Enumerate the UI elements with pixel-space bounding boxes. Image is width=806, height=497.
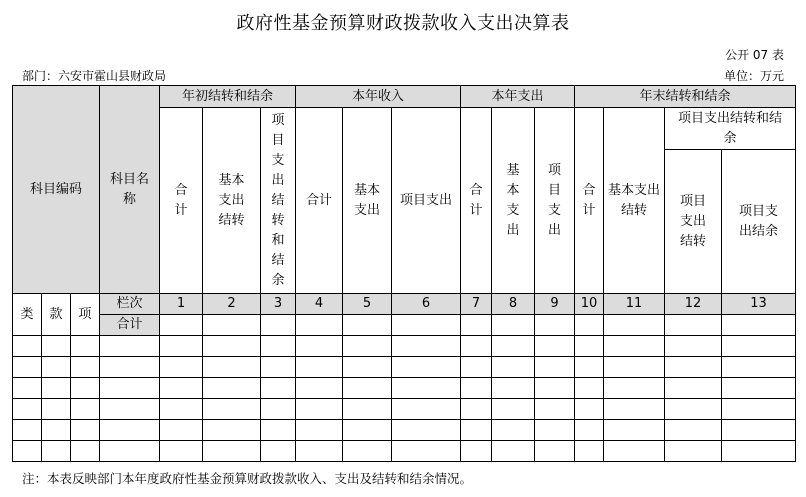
column-number: 4: [296, 294, 343, 315]
table-cell: [604, 399, 665, 420]
table-cell: [665, 336, 722, 357]
table-cell: [392, 441, 461, 462]
table-cell: [100, 399, 160, 420]
table-cell: [343, 441, 392, 462]
table-cell: [71, 441, 100, 462]
table-cell: [604, 336, 665, 357]
table-cell: [575, 441, 604, 462]
table-cell: [392, 420, 461, 441]
column-number: 10: [575, 294, 604, 315]
table-cell: [461, 378, 492, 399]
table-cell: [160, 336, 203, 357]
table-row: [13, 420, 796, 441]
table-cell: [296, 315, 343, 336]
begin-total-header: [160, 108, 203, 294]
code-lei-header: 类: [13, 294, 42, 336]
column-number: 5: [343, 294, 392, 315]
table-cell: [71, 357, 100, 378]
expense-total-header-text: 合计: [469, 182, 483, 218]
table-cell: [296, 357, 343, 378]
table-cell: [71, 336, 100, 357]
table-cell: [100, 441, 160, 462]
table-cell: [203, 378, 261, 399]
end-project-group-header: [665, 108, 796, 150]
table-cell: [261, 357, 296, 378]
table-cell: [296, 336, 343, 357]
table-cell: [13, 420, 42, 441]
end-balance-group-header: 年末结转和结余: [575, 86, 796, 108]
begin-basic-header: [203, 108, 261, 294]
table-cell: [160, 420, 203, 441]
table-cell: [160, 378, 203, 399]
table-cell: [535, 357, 575, 378]
table-cell: [42, 441, 71, 462]
table-cell: [535, 399, 575, 420]
column-number: 7: [461, 294, 492, 315]
table-cell: [722, 420, 796, 441]
table-cell: [100, 357, 160, 378]
table-cell: [296, 378, 343, 399]
form-code: 公开 07 表: [725, 48, 784, 62]
table-cell: [665, 399, 722, 420]
table-cell: [343, 399, 392, 420]
end-basic-header: [604, 108, 665, 294]
column-number: 13: [722, 294, 796, 315]
column-number: 2: [203, 294, 261, 315]
table-cell: [71, 399, 100, 420]
table-cell: [160, 441, 203, 462]
table-cell: [665, 357, 722, 378]
table-cell: [492, 399, 535, 420]
table-cell: [665, 420, 722, 441]
end-total-header: [575, 108, 604, 294]
subject-name-header-text: 科目名称: [109, 171, 149, 207]
table-cell: [461, 357, 492, 378]
table-cell: [461, 315, 492, 336]
total-row-label: 合计: [100, 315, 160, 336]
table-cell: [343, 315, 392, 336]
unit-label: 单位：万元: [723, 69, 784, 83]
table-cell: [722, 399, 796, 420]
table-cell: [722, 336, 796, 357]
table-cell: [261, 378, 296, 399]
table-cell: [461, 336, 492, 357]
end-total-header-text: 合计: [582, 182, 596, 218]
expense-basic-header-text: 基本支出: [506, 162, 520, 238]
table-row: [13, 357, 796, 378]
table-cell: [535, 420, 575, 441]
table-cell: [604, 378, 665, 399]
page-title: 政府性基金预算财政拨款收入支出决算表: [236, 13, 570, 34]
table-cell: [13, 378, 42, 399]
table-cell: [343, 378, 392, 399]
code-kuan-header: 款: [42, 294, 71, 336]
column-number: 3: [261, 294, 296, 315]
table-cell: [392, 336, 461, 357]
subject-name-header: [100, 86, 160, 294]
table-cell: [575, 399, 604, 420]
table-cell: [492, 336, 535, 357]
expense-project-header: [535, 108, 575, 294]
income-project-header: [392, 108, 461, 294]
table-row: [13, 378, 796, 399]
income-project-header-text: 项目支出: [399, 192, 452, 208]
table-cell: [492, 378, 535, 399]
department-label: 部门：六安市霍山县财政局: [22, 69, 167, 83]
table-cell: [535, 378, 575, 399]
table-cell: [13, 399, 42, 420]
begin-project-header-text: 项目支出结转和结余: [271, 112, 285, 288]
table-cell: [604, 441, 665, 462]
table-cell: [575, 315, 604, 336]
table-cell: [722, 441, 796, 462]
begin-total-header-text: 合计: [174, 182, 188, 218]
table-cell: [71, 378, 100, 399]
table-cell: [261, 315, 296, 336]
income-basic-header: [343, 108, 392, 294]
table-cell: [535, 315, 575, 336]
column-number: 6: [392, 294, 461, 315]
empty-data-rows: [13, 336, 796, 462]
table-cell: [575, 336, 604, 357]
table-cell: [71, 420, 100, 441]
table-cell: [604, 420, 665, 441]
income-basic-header-text: 基本支出: [353, 182, 380, 218]
table-cell: [100, 378, 160, 399]
subject-code-header: 科目编码: [13, 86, 100, 294]
table-cell: [604, 357, 665, 378]
end-project-surplus-header-text: 项目支出结余: [739, 203, 779, 239]
table-cell: [42, 399, 71, 420]
table-cell: [261, 420, 296, 441]
table-cell: [42, 357, 71, 378]
table-cell: [492, 441, 535, 462]
table-cell: [575, 420, 604, 441]
table-cell: [160, 399, 203, 420]
end-project-group-header-text: 项目支出结转和结余: [678, 110, 783, 146]
begin-project-header: [261, 108, 296, 294]
table-row: [13, 399, 796, 420]
column-number: 11: [604, 294, 665, 315]
table-cell: [203, 315, 261, 336]
table-cell: [42, 378, 71, 399]
table-cell: [203, 357, 261, 378]
table-cell: [665, 315, 722, 336]
table-cell: [461, 399, 492, 420]
begin-basic-header-text: 基本支出结转: [218, 172, 245, 228]
table-cell: [203, 336, 261, 357]
table-cell: [392, 378, 461, 399]
income-total-header: 合计: [296, 108, 343, 294]
table-cell: [296, 399, 343, 420]
expense-group-header: 本年支出: [461, 86, 575, 108]
table-cell: [13, 336, 42, 357]
table-cell: [392, 357, 461, 378]
end-project-surplus-header: [722, 150, 796, 294]
table-row: [13, 441, 796, 462]
expense-total-header: [461, 108, 492, 294]
expense-basic-header: [492, 108, 535, 294]
table-cell: [42, 336, 71, 357]
budget-table: [12, 85, 796, 462]
table-cell: [100, 336, 160, 357]
table-cell: [722, 315, 796, 336]
table-cell: [261, 336, 296, 357]
table-cell: [343, 420, 392, 441]
table-row: [13, 336, 796, 357]
table-cell: [461, 441, 492, 462]
table-cell: [42, 420, 71, 441]
end-basic-header-text: 基本支出结转: [608, 182, 661, 218]
table-cell: [261, 399, 296, 420]
table-cell: [604, 315, 665, 336]
table-cell: [665, 441, 722, 462]
table-cell: [203, 399, 261, 420]
table-cell: [392, 399, 461, 420]
table-cell: [261, 441, 296, 462]
table-cell: [575, 357, 604, 378]
column-label: 栏次: [100, 294, 160, 315]
column-number: 8: [492, 294, 535, 315]
table-cell: [722, 378, 796, 399]
table-cell: [203, 420, 261, 441]
table-cell: [492, 357, 535, 378]
column-number: 9: [535, 294, 575, 315]
end-project-carry-header-text: 项目支出结转: [679, 193, 706, 249]
table-cell: [296, 441, 343, 462]
table-cell: [13, 357, 42, 378]
table-cell: [492, 420, 535, 441]
table-cell: [535, 336, 575, 357]
table-cell: [461, 420, 492, 441]
table-note: 注：本表反映部门本年度政府性基金预算财政拨款收入、支出及结转和结余情况。: [22, 471, 473, 486]
income-group-header: 本年收入: [296, 86, 461, 108]
column-number: 1: [160, 294, 203, 315]
table-cell: [343, 336, 392, 357]
begin-balance-group-header: 年初结转和结余: [160, 86, 296, 108]
end-project-carry-header: [665, 150, 722, 294]
column-number: 12: [665, 294, 722, 315]
table-cell: [492, 315, 535, 336]
table-cell: [722, 357, 796, 378]
table-cell: [575, 378, 604, 399]
table-cell: [343, 357, 392, 378]
table-cell: [160, 357, 203, 378]
table-cell: [296, 420, 343, 441]
expense-project-header-text: 项目支出: [547, 162, 561, 238]
code-xiang-header: 项: [71, 294, 100, 336]
table-cell: [665, 378, 722, 399]
table-cell: [160, 315, 203, 336]
table-cell: [13, 441, 42, 462]
table-cell: [203, 441, 261, 462]
table-cell: [535, 441, 575, 462]
table-cell: [100, 420, 160, 441]
table-cell: [392, 315, 461, 336]
